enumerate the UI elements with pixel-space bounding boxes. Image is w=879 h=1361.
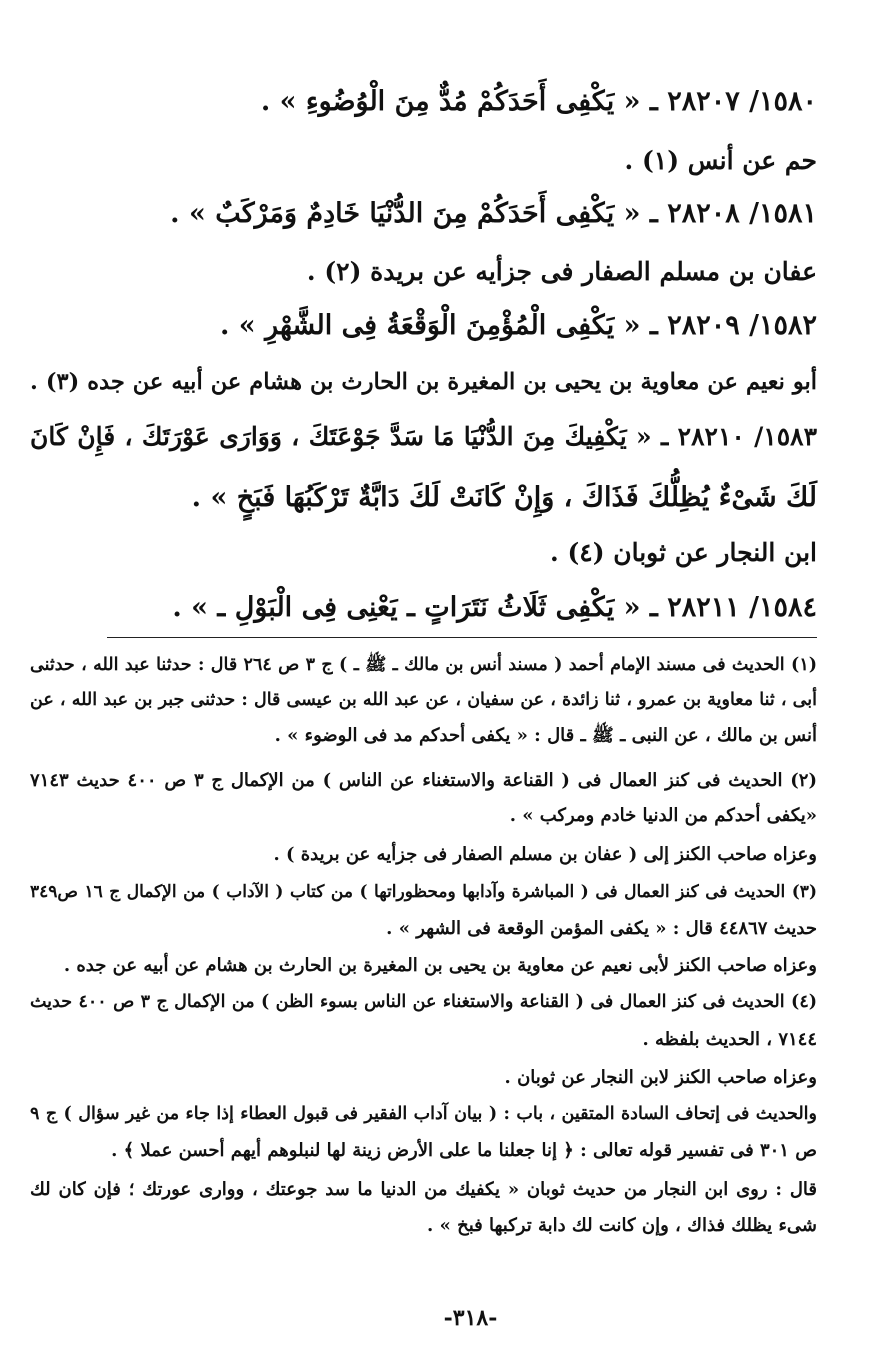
hadith-1582: ١٥٨٢/ ٢٨٢٠٩ ـ « يَكْفِى الْمُؤْمِنَ الْوَقْعَةُ فِى الشَّهْرِ » . xyxy=(220,310,817,341)
footnote-1-line-1: (١) الحديث فى مسند الإمام أحمد ( مسند أنس بن مالك ـ ﷺ ـ ) ج ٣ ص ٢٦٤ قال : حدثنا عبد الله ، حدثنى xyxy=(30,655,817,675)
footnote-3-line-3: وعزاه صاحب الكنز لأبى نعيم عن معاوية بن يحيى بن المغيرة بن الحارث بن هشام عن أبيه عن جده . xyxy=(63,955,817,976)
footnote-3-line-1: (٣) الحديث فى كنز العمال فى ( المباشرة وآدابها ومحظوراتها ) من كتاب ( الآداب ) من الإكمال ج ١٦ ص٣٤٩ xyxy=(30,882,817,902)
footnote-4-line-5: ص ٣٠١ فى تفسير قوله تعالى : ﴿ إنا جعلنا ما على الأرض زينة لها لنبلوهم أيهم أحسن عملا ﴾ . xyxy=(111,1140,817,1161)
footnote-2-line-1: (٢) الحديث فى كنز العمال فى ( القناعة والاستغناء عن الناس ) من الإكمال ج ٣ ص ٤٠٠ حديث ٧١٤٣ xyxy=(30,770,817,791)
footnote-1-line-2: أبى ، ثنا معاوية بن عمرو ، ثنا زائدة ، عن سفيان ، عن عبد الله بن عيسى قال : حدثنى جبر بن عبد الله ، عن xyxy=(30,690,817,710)
source-line-1583: ابن النجار عن ثوبان (٤) . xyxy=(550,538,817,567)
footnote-4-line-7: شىء يظلك فذاك ، وإن كانت لك دابة تركبها فبخ » . xyxy=(427,1215,817,1236)
hadith-1583-line-2: لَكَ شَىْءٌ يُظِلُّكَ فَذَاكَ ، وَإِنْ كَانَتْ لَكَ دَابَّةٌ تَرْكَبُهَا فَبَخٍ » . xyxy=(191,482,817,513)
hadith-1584: ١٥٨٤/ ٢٨٢١١ ـ « يَكْفِى ثَلَاثُ نَتَرَاتٍ ـ يَعْنِى فِى الْبَوْلِ ـ » . xyxy=(172,592,817,623)
source-line-1581: عفان بن مسلم الصفار فى جزأيه عن بريدة (٢) . xyxy=(306,257,817,286)
page-number: -٣١٨- xyxy=(443,1305,498,1331)
source-line-1582: أبو نعيم عن معاوية بن يحيى بن المغيرة بن الحارث بن هشام عن أبيه عن جده (٣) . xyxy=(30,369,818,395)
footnote-4-line-1: (٤) الحديث فى كنز العمال فى ( القناعة والاستغناء عن الناس بسوء الظن ) من الإكمال ج ٣ ص ٤٠٠ حديث xyxy=(30,992,817,1012)
source-line-1580: حم عن أنس (١) . xyxy=(624,146,817,175)
footnote-4-line-4: والحديث فى إتحاف السادة المتقين ، باب : ( بيان آداب الفقير فى قبول العطاء إذا جاء من غير سؤال ) ج ٩ xyxy=(30,1104,817,1124)
footnote-4-line-2: ٧١٤٤ ، الحديث بلفظه . xyxy=(642,1029,817,1050)
hadith-1581: ١٥٨١/ ٢٨٢٠٨ ـ « يَكْفِى أَحَدَكُمْ مِنَ الدُّنْيَا خَادِمٌ وَمَرْكَبٌ » . xyxy=(170,198,817,229)
footnote-separator xyxy=(107,637,817,638)
hadith-1580: ١٥٨٠/ ٢٨٢٠٧ ـ « يَكْفِى أَحَدَكُمْ مُدٌّ مِنَ الْوُضُوءِ » . xyxy=(260,86,817,117)
footnote-1-line-3: أنس بن مالك ، عن النبى ـ ﷺ ـ قال : « يكفى أحدكم مد فى الوضوء » . xyxy=(274,725,817,746)
footnote-3-line-2: حديث ٤٤٨٦٧ قال : « يكفى المؤمن الوقعة فى الشهر » . xyxy=(386,918,817,939)
footnote-4-line-6: قال : روى ابن النجار من حديث ثوبان « يكفيك من الدنيا ما سد جوعتك ، ووارى عورتك ؛ فإن كان لك xyxy=(30,1179,817,1200)
document-page xyxy=(30,0,817,1361)
footnote-2-line-3: وعزاه صاحب الكنز إلى ( عفان بن مسلم الصفار فى جزأيه عن بريدة ) . xyxy=(273,844,817,865)
footnote-2-line-2: «يكفى أحدكم من الدنيا خادم ومركب » . xyxy=(509,805,817,826)
footnote-4-line-3: وعزاه صاحب الكنز لابن النجار عن ثوبان . xyxy=(504,1067,817,1088)
hadith-1583-line-1: ١٥٨٣/ ٢٨٢١٠ ـ « يَكْفِيكَ مِنَ الدُّنْيَا مَا سَدَّ جَوْعَتَكَ ، وَوَارَى عَوْرَتَكَ ، فَإِنْ كَانَ xyxy=(30,422,817,451)
